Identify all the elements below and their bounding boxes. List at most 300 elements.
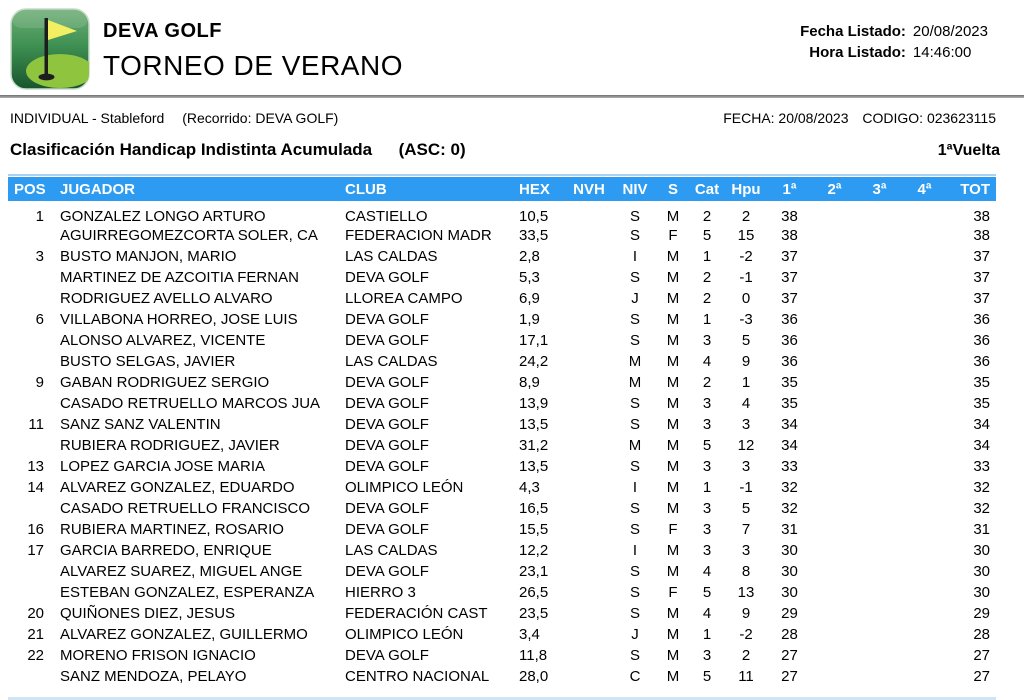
- cell-r4: [902, 351, 947, 372]
- column-header-s: S: [657, 177, 689, 201]
- cell-tot: 30: [973, 584, 990, 601]
- cell-cat: 2: [702, 290, 712, 307]
- table-row: [8, 561, 996, 582]
- cell-jugador: LOPEZ GARCIA JOSE MARIA: [60, 458, 266, 475]
- cell-r3: [857, 330, 902, 351]
- cell-r3: [857, 288, 902, 309]
- cell-r1: 35: [781, 395, 798, 412]
- cell-club: HIERRO 3: [345, 584, 416, 601]
- cell-tot: 35: [973, 395, 990, 412]
- cell-r4: [902, 519, 947, 540]
- table-row: [8, 456, 996, 477]
- cell-nvh: [565, 288, 613, 309]
- table-row: [8, 414, 996, 435]
- cell-nvh: [565, 201, 613, 225]
- cell-r3: [857, 201, 902, 225]
- cell-nvh: [565, 498, 613, 519]
- cell-pos: 17: [27, 542, 44, 559]
- cell-hpu: 3: [741, 416, 751, 433]
- cell-pos: 22: [27, 647, 44, 664]
- cell-niv: S: [629, 416, 640, 433]
- cell-jugador: ALVAREZ SUAREZ, MIGUEL ANGE: [60, 563, 303, 580]
- section-row: [10, 140, 1000, 160]
- cell-club: DEVA GOLF: [345, 563, 429, 580]
- cell-niv: I: [632, 248, 638, 265]
- cell-pos: 9: [35, 374, 44, 391]
- cell-r2: [812, 351, 857, 372]
- cell-nvh: [565, 246, 613, 267]
- cell-r3: [857, 540, 902, 561]
- cell-r1: 33: [781, 458, 798, 475]
- cell-s: F: [668, 227, 678, 244]
- cell-r4: [902, 582, 947, 603]
- table-row: [8, 540, 996, 561]
- cell-niv: M: [628, 374, 642, 391]
- table-row: [8, 519, 996, 540]
- column-header-cat: Cat: [689, 177, 725, 201]
- cell-cat: 5: [702, 227, 712, 244]
- cell-tot: 37: [973, 269, 990, 286]
- cell-s: M: [666, 626, 680, 643]
- cell-pos: 1: [35, 208, 44, 225]
- cell-club: OLIMPICO LEÓN: [345, 626, 464, 643]
- cell-niv: J: [631, 290, 639, 307]
- header-row: [8, 177, 996, 201]
- cell-hex: 17,1: [519, 332, 549, 349]
- table-row: [8, 372, 996, 393]
- cell-club: DEVA GOLF: [345, 332, 429, 349]
- column-header-pos: POS: [8, 177, 50, 201]
- cell-cat: 5: [702, 668, 712, 685]
- cell-niv: C: [629, 668, 641, 685]
- column-header-hpu: Hpu: [725, 177, 767, 201]
- cell-hpu: 8: [741, 563, 751, 580]
- cell-hpu: 5: [741, 332, 751, 349]
- cell-r4: [902, 372, 947, 393]
- cell-r4: [902, 435, 947, 456]
- header-divider: [0, 95, 1024, 98]
- cell-s: M: [666, 353, 680, 370]
- cell-r1: 38: [781, 208, 798, 225]
- cell-niv: S: [629, 647, 640, 664]
- table-row: [8, 351, 996, 372]
- cell-jugador: QUIÑONES DIEZ, JESUS: [60, 605, 236, 622]
- table-row: [8, 246, 996, 267]
- cell-hex: 8,9: [519, 374, 540, 391]
- cell-club: DEVA GOLF: [345, 521, 429, 538]
- cell-s: M: [666, 332, 680, 349]
- cell-r4: [902, 246, 947, 267]
- cell-r3: [857, 372, 902, 393]
- cell-s: M: [666, 500, 680, 517]
- cell-club: DEVA GOLF: [345, 311, 429, 328]
- modality-text: INDIVIDUAL - Stableford: [10, 110, 165, 126]
- results-table-body: [8, 201, 996, 687]
- cell-tot: 38: [973, 227, 990, 244]
- cell-jugador: CASADO RETRUELLO FRANCISCO: [60, 500, 311, 517]
- fecha-listado-label: Fecha Listado:: [800, 23, 906, 40]
- cell-niv: S: [629, 395, 640, 412]
- cell-r2: [812, 414, 857, 435]
- cell-hex: 26,5: [519, 584, 549, 601]
- cell-r2: [812, 267, 857, 288]
- cell-r4: [902, 498, 947, 519]
- cell-r1: 27: [781, 647, 798, 664]
- cell-cat: 3: [702, 416, 712, 433]
- club-name: DEVA GOLF: [103, 20, 222, 42]
- column-header-club: CLUB: [345, 177, 513, 201]
- cell-pos: 11: [28, 416, 44, 433]
- column-header-jugador: JUGADOR: [50, 177, 345, 201]
- cell-r1: 37: [781, 248, 798, 265]
- table-row: [8, 477, 996, 498]
- cell-s: M: [666, 605, 680, 622]
- cell-tot: 36: [973, 332, 990, 349]
- cell-pos: [8, 561, 50, 582]
- cell-r4: [902, 561, 947, 582]
- cell-cat: 2: [702, 269, 712, 286]
- cell-hpu: 2: [741, 647, 751, 664]
- cell-pos: [8, 288, 50, 309]
- cell-cat: 3: [702, 521, 712, 538]
- table-row: [8, 645, 996, 666]
- cell-hex: 23,5: [519, 605, 549, 622]
- cell-niv: S: [629, 208, 640, 225]
- cell-jugador: BUSTO SELGAS, JAVIER: [60, 353, 236, 370]
- hora-listado-label: Hora Listado:: [809, 44, 906, 61]
- cell-jugador: ALVAREZ GONZALEZ, EDUARDO: [60, 479, 295, 496]
- cell-niv: S: [629, 521, 640, 538]
- cell-hpu: -1: [739, 479, 753, 496]
- cell-hpu: 0: [741, 290, 751, 307]
- round-label: 1ªVuelta: [937, 142, 1000, 159]
- cell-r3: [857, 624, 902, 645]
- column-header-r4: 4ª: [902, 177, 947, 201]
- cell-s: M: [666, 248, 680, 265]
- cell-s: M: [666, 542, 680, 559]
- cell-club: DEVA GOLF: [345, 647, 429, 664]
- cell-jugador: RUBIERA MARTINEZ, ROSARIO: [60, 521, 284, 538]
- cell-niv: I: [632, 479, 638, 496]
- cell-hpu: 3: [741, 458, 751, 475]
- cell-pos: [8, 393, 50, 414]
- cell-r1: 30: [781, 584, 798, 601]
- cell-r3: [857, 477, 902, 498]
- cell-r2: [812, 393, 857, 414]
- cell-r4: [902, 330, 947, 351]
- cell-hex: 5,3: [519, 269, 540, 286]
- cell-tot: 38: [973, 208, 990, 225]
- cell-r2: [812, 309, 857, 330]
- cell-hex: 31,2: [519, 437, 549, 454]
- cell-tot: 35: [973, 374, 990, 391]
- accent-line: [8, 174, 996, 176]
- cell-cat: 5: [702, 437, 712, 454]
- cell-niv: S: [629, 563, 640, 580]
- cell-r3: [857, 498, 902, 519]
- cell-hpu: 9: [741, 353, 751, 370]
- cell-hex: 33,5: [519, 227, 549, 244]
- cell-hpu: 1: [741, 374, 751, 391]
- cell-nvh: [565, 414, 613, 435]
- cell-hex: 11,8: [519, 647, 548, 664]
- cell-r4: [902, 540, 947, 561]
- cell-pos: 13: [27, 458, 44, 475]
- cell-pos: 6: [35, 311, 44, 328]
- cell-club: LAS CALDAS: [345, 542, 438, 559]
- cell-s: M: [666, 647, 680, 664]
- cell-r2: [812, 201, 857, 225]
- cell-hpu: 12: [737, 437, 755, 454]
- cell-nvh: [565, 372, 613, 393]
- cell-s: M: [666, 395, 680, 412]
- cell-hex: 3,4: [519, 626, 540, 643]
- cell-r4: [902, 624, 947, 645]
- cell-club: DEVA GOLF: [345, 458, 429, 475]
- cell-s: M: [666, 458, 680, 475]
- cell-s: M: [666, 374, 680, 391]
- cell-s: F: [668, 521, 678, 538]
- cell-r3: [857, 456, 902, 477]
- table-row: [8, 498, 996, 519]
- cell-tot: 28: [973, 626, 990, 643]
- cell-jugador: SANZ MENDOZA, PELAYO: [60, 668, 247, 685]
- cell-cat: 1: [702, 311, 712, 328]
- cell-jugador: MORENO FRISON IGNACIO: [60, 647, 256, 664]
- cell-r1: 32: [781, 479, 798, 496]
- cell-hex: 12,2: [519, 542, 549, 559]
- cell-tot: 32: [973, 479, 990, 496]
- table-row: [8, 393, 996, 414]
- cell-cat: 2: [702, 208, 712, 225]
- cell-r2: [812, 519, 857, 540]
- cell-r1: 30: [781, 542, 798, 559]
- cell-club: LAS CALDAS: [345, 248, 438, 265]
- cell-nvh: [565, 624, 613, 645]
- course-text: (Recorrido: DEVA GOLF): [182, 110, 339, 126]
- cell-hpu: -1: [739, 269, 753, 286]
- cell-r2: [812, 624, 857, 645]
- cell-tot: 27: [973, 647, 990, 664]
- cell-r4: [902, 477, 947, 498]
- cell-tot: 34: [973, 437, 990, 454]
- cell-s: M: [666, 668, 680, 685]
- cell-hex: 10,5: [519, 208, 549, 225]
- cell-r4: [902, 225, 947, 246]
- cell-hex: 6,9: [519, 290, 540, 307]
- cell-r4: [902, 603, 947, 624]
- golf-flag-icon: [10, 8, 90, 90]
- cell-tot: 34: [973, 416, 990, 433]
- cell-cat: 3: [702, 500, 712, 517]
- cell-jugador: GABAN RODRIGUEZ SERGIO: [60, 374, 270, 391]
- listado-block: [800, 22, 988, 62]
- cell-hex: 24,2: [519, 353, 549, 370]
- cell-niv: M: [628, 353, 642, 370]
- cell-club: FEDERACION MADR: [345, 227, 492, 244]
- cell-niv: S: [629, 458, 640, 475]
- cell-pos: 20: [27, 605, 44, 622]
- cell-cat: 4: [702, 353, 712, 370]
- cell-nvh: [565, 477, 613, 498]
- cell-cat: 3: [702, 542, 712, 559]
- cell-nvh: [565, 330, 613, 351]
- cell-r2: [812, 645, 857, 666]
- cell-nvh: [565, 603, 613, 624]
- cell-cat: 3: [702, 395, 712, 412]
- cell-club: CASTIELLO: [345, 208, 428, 225]
- cell-r2: [812, 540, 857, 561]
- cell-r2: [812, 582, 857, 603]
- cell-r4: [902, 393, 947, 414]
- cell-hex: 13,5: [519, 416, 549, 433]
- cell-r3: [857, 246, 902, 267]
- cell-nvh: [565, 666, 613, 687]
- cell-niv: S: [629, 605, 640, 622]
- cell-r3: [857, 393, 902, 414]
- results-table-head: [8, 177, 996, 201]
- cell-hpu: -2: [739, 248, 753, 265]
- cell-nvh: [565, 645, 613, 666]
- cell-pos: 14: [27, 479, 44, 496]
- fecha-listado-value: 20/08/2023: [912, 23, 988, 40]
- cell-r4: [902, 456, 947, 477]
- cell-nvh: [565, 435, 613, 456]
- cell-jugador: SANZ SANZ VALENTIN: [60, 416, 221, 433]
- cell-niv: S: [629, 227, 640, 244]
- cell-cat: 3: [702, 647, 712, 664]
- cell-r3: [857, 414, 902, 435]
- cell-hex: 1,9: [519, 311, 540, 328]
- cell-club: DEVA GOLF: [345, 500, 429, 517]
- cell-hex: 13,9: [519, 395, 549, 412]
- cell-r2: [812, 561, 857, 582]
- cell-r2: [812, 372, 857, 393]
- cell-s: M: [666, 563, 680, 580]
- cell-pos: [8, 435, 50, 456]
- cell-tot: 33: [973, 458, 990, 475]
- cell-r1: 36: [781, 311, 798, 328]
- cell-tot: 27: [973, 668, 990, 685]
- column-header-r2: 2ª: [812, 177, 857, 201]
- cell-r2: [812, 330, 857, 351]
- cell-niv: S: [629, 584, 640, 601]
- cell-r2: [812, 456, 857, 477]
- cell-jugador: RUBIERA RODRIGUEZ, JAVIER: [60, 437, 280, 454]
- cell-r1: 28: [781, 626, 798, 643]
- cell-hpu: 9: [741, 605, 751, 622]
- cell-r3: [857, 519, 902, 540]
- cell-nvh: [565, 309, 613, 330]
- table-row: [8, 201, 996, 225]
- cell-hex: 13,5: [519, 458, 549, 475]
- column-header-r3: 3ª: [857, 177, 902, 201]
- cell-r4: [902, 666, 947, 687]
- cell-cat: 1: [702, 479, 712, 496]
- cell-pos: [8, 582, 50, 603]
- cell-jugador: ESTEBAN GONZALEZ, ESPERANZA: [60, 584, 315, 601]
- cell-hex: 28,0: [519, 668, 549, 685]
- cell-r3: [857, 645, 902, 666]
- cell-jugador: VILLABONA HORREO, JOSE LUIS: [60, 311, 298, 328]
- table-row: [8, 603, 996, 624]
- cell-r3: [857, 309, 902, 330]
- cell-r3: [857, 351, 902, 372]
- cell-s: F: [668, 584, 678, 601]
- table-row: [8, 225, 996, 246]
- cell-hpu: 3: [741, 542, 751, 559]
- section-asc: (ASC: 0): [398, 140, 466, 159]
- cell-pos: [8, 498, 50, 519]
- cell-r3: [857, 267, 902, 288]
- cell-hpu: 11: [738, 668, 754, 685]
- cell-r1: 27: [781, 668, 798, 685]
- table-row: [8, 666, 996, 687]
- cell-hpu: 5: [741, 500, 751, 517]
- cell-r1: 35: [781, 374, 798, 391]
- cell-r1: 30: [781, 563, 798, 580]
- cell-nvh: [565, 561, 613, 582]
- cell-r1: 38: [781, 227, 798, 244]
- cell-cat: 2: [702, 374, 712, 391]
- cell-club: DEVA GOLF: [345, 395, 429, 412]
- cell-pos: [8, 267, 50, 288]
- cell-r3: [857, 603, 902, 624]
- cell-hex: 16,5: [519, 500, 549, 517]
- cell-r2: [812, 246, 857, 267]
- cell-niv: S: [629, 332, 640, 349]
- cell-nvh: [565, 267, 613, 288]
- cell-niv: I: [632, 542, 638, 559]
- cell-hpu: 15: [737, 227, 755, 244]
- meta-row: [10, 110, 996, 126]
- cell-jugador: BUSTO MANJON, MARIO: [60, 248, 237, 265]
- cell-hpu: -2: [739, 626, 753, 643]
- fecha-text: FECHA: 20/08/2023: [723, 110, 849, 126]
- cell-niv: J: [631, 626, 639, 643]
- table-row: [8, 330, 996, 351]
- cell-r4: [902, 309, 947, 330]
- table-row: [8, 309, 996, 330]
- cell-r4: [902, 645, 947, 666]
- cell-cat: 3: [702, 458, 712, 475]
- cell-club: LAS CALDAS: [345, 353, 438, 370]
- cell-pos: 21: [27, 626, 44, 643]
- cell-s: M: [666, 290, 680, 307]
- cell-jugador: ALONSO ALVAREZ, VICENTE: [60, 332, 266, 349]
- cell-nvh: [565, 393, 613, 414]
- cell-jugador: AGUIRREGOMEZCORTA SOLER, CA: [60, 227, 318, 244]
- cell-nvh: [565, 225, 613, 246]
- hora-listado-value: 14:46:00: [912, 44, 972, 61]
- cell-nvh: [565, 456, 613, 477]
- cell-tot: 30: [973, 542, 990, 559]
- cell-r4: [902, 201, 947, 225]
- cell-tot: 30: [973, 563, 990, 580]
- cell-jugador: RODRIGUEZ AVELLO ALVARO: [60, 290, 273, 307]
- cell-jugador: MARTINEZ DE AZCOITIA FERNAN: [60, 269, 299, 286]
- cell-r4: [902, 267, 947, 288]
- cell-nvh: [565, 519, 613, 540]
- cell-s: M: [666, 479, 680, 496]
- cell-niv: S: [629, 311, 640, 328]
- cell-s: M: [666, 208, 680, 225]
- column-header-niv: NIV: [613, 177, 657, 201]
- cell-hex: 23,1: [519, 563, 549, 580]
- cell-r2: [812, 498, 857, 519]
- cell-jugador: CASADO RETRUELLO MARCOS JUA: [60, 395, 321, 412]
- cell-pos: 16: [27, 521, 44, 538]
